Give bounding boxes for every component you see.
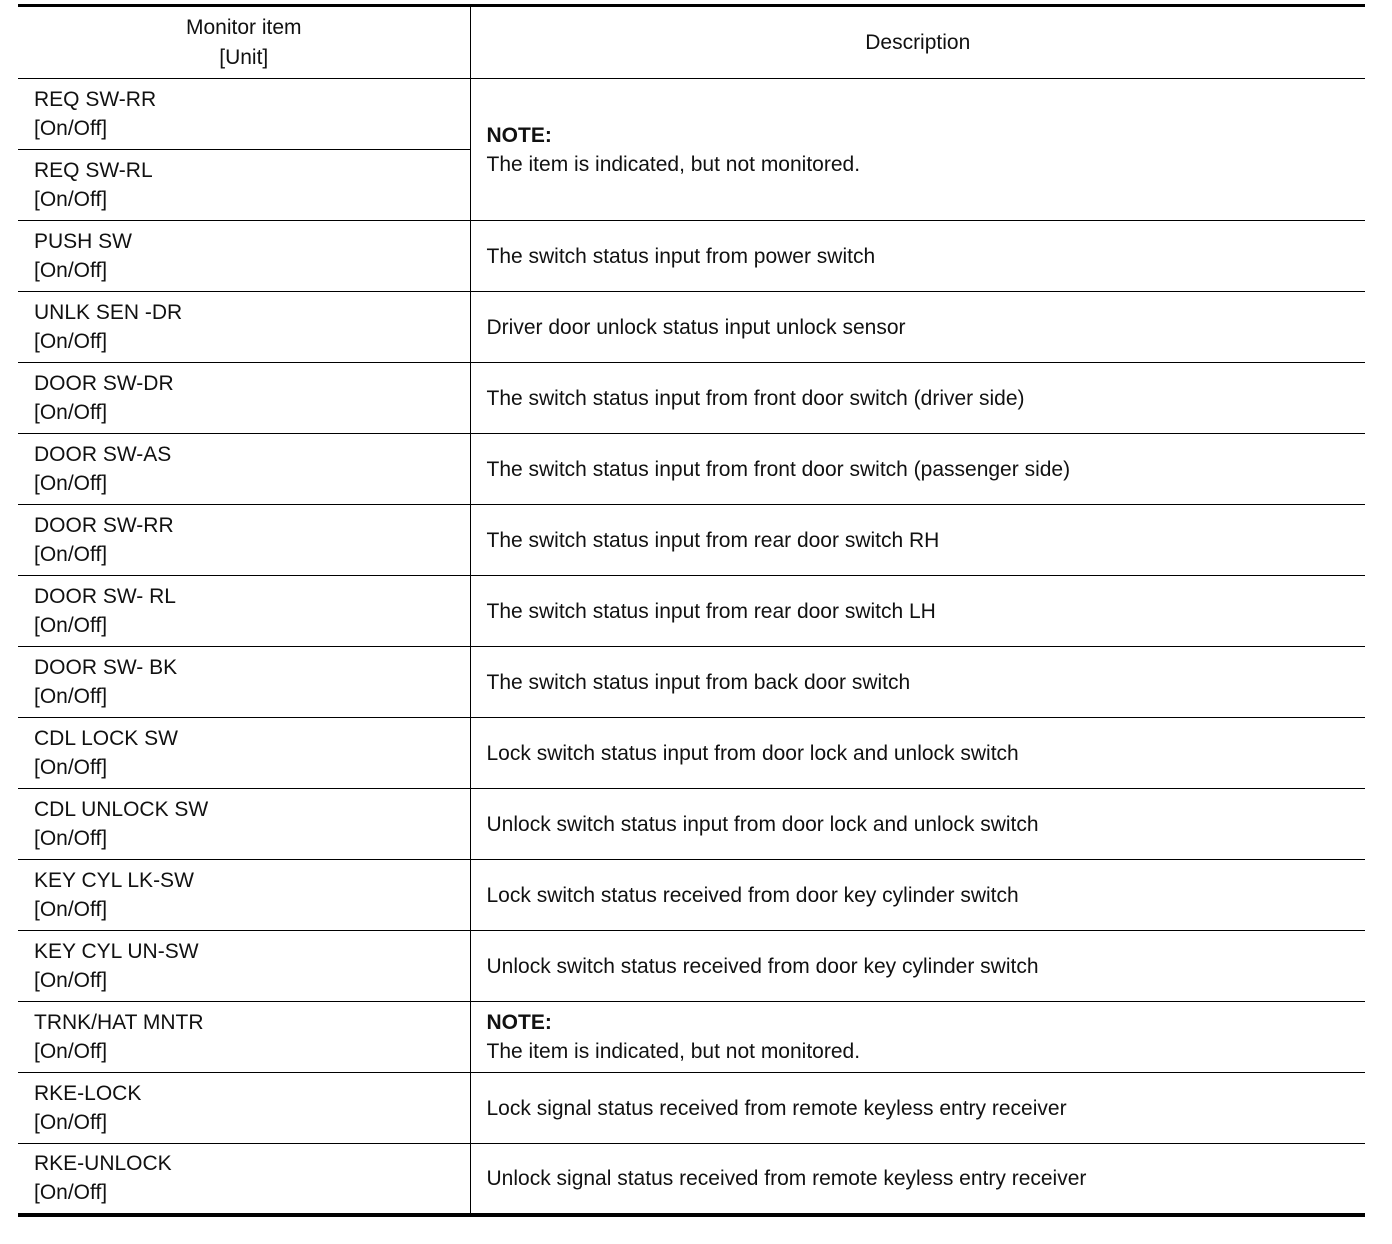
description-cell: Lock signal status received from remote keyless entry receiver <box>470 1073 1365 1144</box>
monitor-item-unit: [On/Off] <box>34 827 108 850</box>
table-row <box>18 647 1365 718</box>
monitor-item-unit: [On/Off] <box>34 1040 108 1063</box>
table-row <box>18 718 1365 789</box>
description-cell: The switch status input from back door switch <box>470 647 1365 718</box>
monitor-item-cell <box>18 1073 470 1144</box>
monitor-item-unit: [On/Off] <box>34 188 108 211</box>
monitor-item-cell <box>18 1144 470 1215</box>
description-cell: The switch status input from rear door switch LH <box>470 576 1365 647</box>
monitor-item-unit: [On/Off] <box>34 756 108 779</box>
table-row <box>18 1144 1365 1215</box>
monitor-item-cell <box>18 647 470 718</box>
monitor-item-unit: [On/Off] <box>34 472 108 495</box>
monitor-item-unit: [On/Off] <box>34 969 108 992</box>
monitor-item-name: RKE-LOCK <box>34 1082 142 1105</box>
monitor-item-cell <box>18 363 470 434</box>
table-row <box>18 363 1365 434</box>
description-cell: Driver door unlock status input unlock sensor <box>470 292 1365 363</box>
monitor-item-cell <box>18 505 470 576</box>
table-row <box>18 576 1365 647</box>
description-cell: Unlock switch status received from door key cylinder switch <box>470 931 1365 1002</box>
monitor-item-cell <box>18 292 470 363</box>
table-row <box>18 931 1365 1002</box>
monitor-item-unit: [On/Off] <box>34 117 108 140</box>
monitor-item-cell <box>18 1002 470 1073</box>
description-cell: Lock switch status input from door lock and unlock switch <box>470 718 1365 789</box>
description-cell: The switch status input from rear door switch RH <box>470 505 1365 576</box>
monitor-item-unit: [On/Off] <box>34 330 108 353</box>
table-row <box>18 505 1365 576</box>
description-cell: The switch status input from power switch <box>470 221 1365 292</box>
monitor-item-cell <box>18 79 470 150</box>
description-cell: Unlock switch status input from door lock and unlock switch <box>470 789 1365 860</box>
table-row <box>18 860 1365 931</box>
monitor-item-cell <box>18 221 470 292</box>
monitor-item-name: DOOR SW-RR <box>34 514 174 537</box>
monitor-item-name: RKE-UNLOCK <box>34 1152 172 1176</box>
description-cell: The switch status input from front door switch (passenger side) <box>470 434 1365 505</box>
monitor-item-name: CDL UNLOCK SW <box>34 798 209 821</box>
monitor-item-cell <box>18 150 470 221</box>
monitor-item-table <box>18 4 1365 1217</box>
monitor-item-name: DOOR SW- RL <box>34 585 176 608</box>
table-row <box>18 79 1365 150</box>
description-cell <box>470 1002 1365 1073</box>
monitor-item-name: CDL LOCK SW <box>34 727 178 750</box>
monitor-item-name: KEY CYL UN-SW <box>34 940 199 963</box>
monitor-item-unit: [On/Off] <box>34 685 108 708</box>
table-row <box>18 789 1365 860</box>
monitor-item-name: TRNK/HAT MNTR <box>34 1011 204 1034</box>
header-unit-label: [Unit] <box>219 45 269 69</box>
note-label: NOTE: <box>486 123 552 147</box>
monitor-item-unit: [On/Off] <box>34 543 108 566</box>
monitor-item-cell <box>18 931 470 1002</box>
header-description: Description <box>470 6 1365 79</box>
monitor-item-name: REQ SW-RR <box>34 88 157 111</box>
monitor-item-cell <box>18 789 470 860</box>
description-cell: Lock switch status received from door key cylinder switch <box>470 860 1365 931</box>
table-row <box>18 292 1365 363</box>
monitor-item-name: DOOR SW-DR <box>34 372 174 395</box>
monitor-item-unit: [On/Off] <box>34 1111 108 1134</box>
monitor-item-name: DOOR SW- BK <box>34 656 178 679</box>
header-monitor-item <box>18 6 470 79</box>
monitor-item-unit: [On/Off] <box>34 898 108 921</box>
monitor-item-name: UNLK SEN -DR <box>34 301 183 324</box>
header-monitor-item-label: Monitor item <box>185 15 302 39</box>
monitor-item-cell <box>18 718 470 789</box>
monitor-item-unit: [On/Off] <box>34 259 108 282</box>
monitor-item-name: DOOR SW-AS <box>34 443 172 466</box>
monitor-item-name: REQ SW-RL <box>34 159 153 182</box>
description-cell: Unlock signal status received from remote keyless entry receiver <box>486 1166 1087 1190</box>
table-row <box>18 1002 1365 1073</box>
table-row <box>18 221 1365 292</box>
note-label: NOTE: <box>486 1011 552 1034</box>
description-cell: The switch status input from front door switch (driver side) <box>470 363 1365 434</box>
note-text: The item is indicated, but not monitored. <box>486 1040 861 1063</box>
monitor-item-name: KEY CYL LK-SW <box>34 869 194 892</box>
table-header-row <box>18 6 1365 79</box>
monitor-item-unit: [On/Off] <box>34 401 108 424</box>
monitor-item-name: PUSH SW <box>34 230 133 253</box>
monitor-item-unit: [On/Off] <box>34 614 108 637</box>
monitor-item-cell <box>18 576 470 647</box>
description-cell <box>470 79 1365 221</box>
monitor-item-cell <box>18 860 470 931</box>
table-row <box>18 434 1365 505</box>
monitor-item-unit: [On/Off] <box>34 1181 108 1205</box>
table-row <box>18 1073 1365 1144</box>
note-text: The item is indicated, but not monitored. <box>486 152 861 176</box>
monitor-item-cell <box>18 434 470 505</box>
